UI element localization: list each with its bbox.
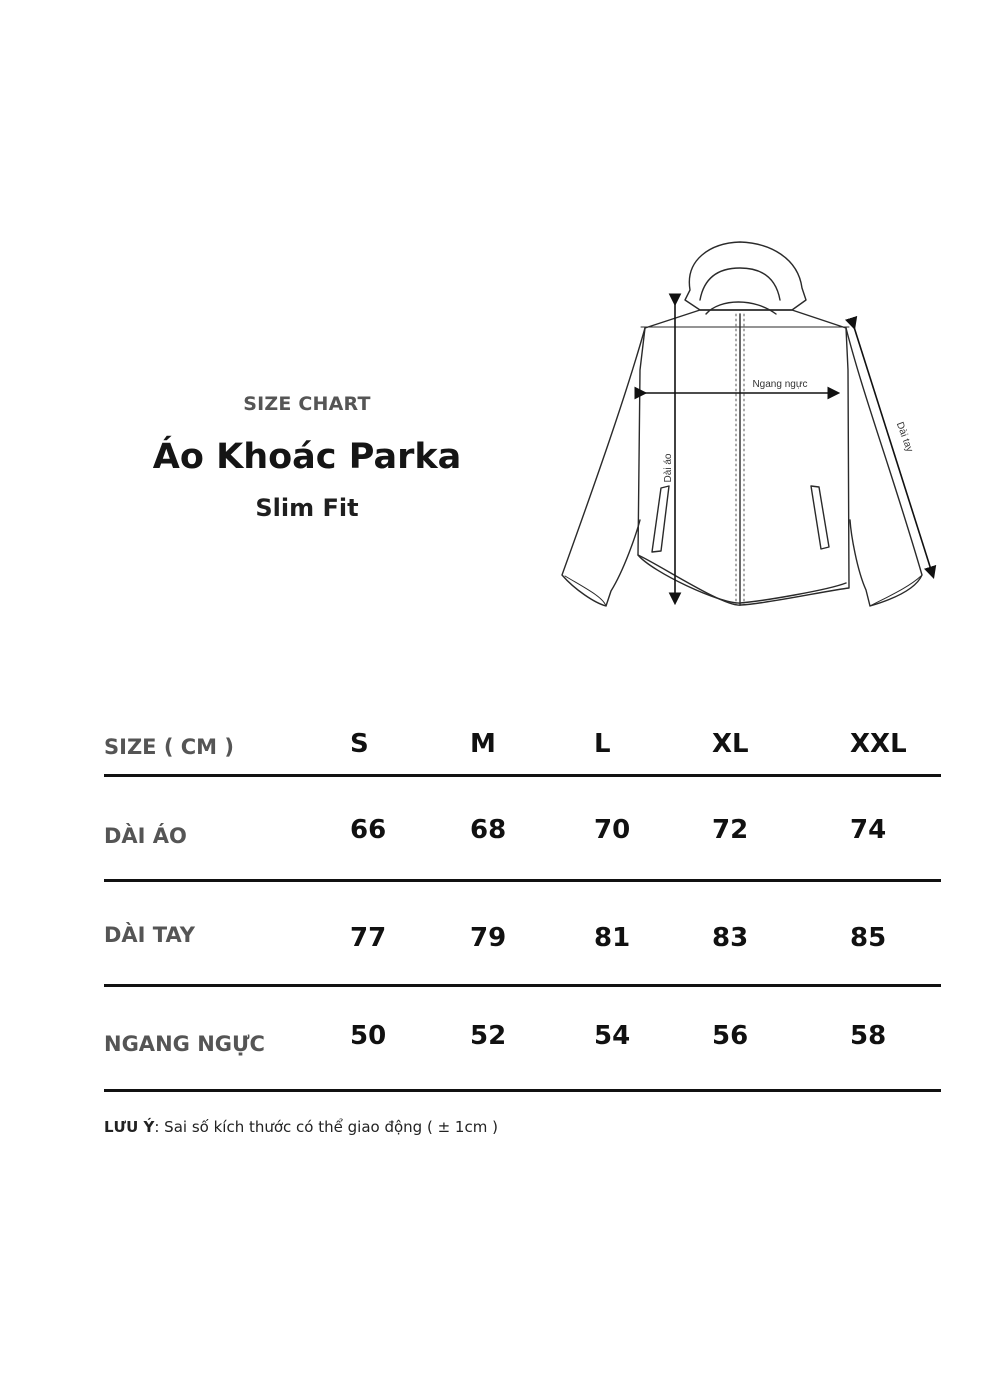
size-header-l: L: [594, 729, 611, 759]
table-row-dai-tay: [104, 882, 941, 987]
size-unit-label: SIZE ( CM ): [104, 735, 234, 759]
size-table-header: [104, 720, 941, 777]
dai-tay-l: 81: [594, 923, 631, 953]
table-row-dai-ao: [104, 777, 941, 882]
chest-label: Ngang ngực: [752, 379, 808, 390]
dai-ao-l: 70: [594, 815, 631, 845]
tolerance-note: [104, 1118, 498, 1136]
dai-ao-xxl: 74: [850, 815, 887, 845]
fit-subtitle: Slim Fit: [255, 494, 359, 522]
sleeve-label: Dài tay: [893, 420, 915, 454]
dai-ao-m: 68: [470, 815, 507, 845]
ngang-nguc-m: 52: [470, 1021, 507, 1051]
size-header-s: S: [350, 729, 369, 759]
length-label: Dài áo: [663, 453, 674, 483]
table-row-ngang-nguc: [104, 987, 941, 1092]
size-header-xl: XL: [712, 729, 749, 759]
size-header-xxl: XXL: [850, 729, 907, 759]
ngang-nguc-xxl: 58: [850, 1021, 887, 1051]
ngang-nguc-xl: 56: [712, 1021, 749, 1051]
dai-tay-xxl: 85: [850, 923, 887, 953]
dai-ao-s: 66: [350, 815, 387, 845]
size-table: [104, 720, 941, 1092]
dai-tay-m: 79: [470, 923, 507, 953]
note-text: : Sai số kích thước có thể giao động ( ± 1cm ): [154, 1118, 498, 1136]
product-title: Áo Khoác Parka: [152, 437, 462, 477]
dai-tay-xl: 83: [712, 923, 749, 953]
jacket-diagram: [540, 230, 960, 620]
jacket-illustration: [540, 230, 960, 620]
size-header-m: M: [470, 729, 496, 759]
dai-tay-s: 77: [350, 923, 387, 953]
row-label-ngang-nguc: NGANG NGỰC: [104, 1032, 265, 1056]
sleeve-arrow: [854, 327, 933, 576]
note-prefix: LƯU Ý: [104, 1118, 155, 1136]
dai-ao-xl: 72: [712, 815, 749, 845]
ngang-nguc-l: 54: [594, 1021, 631, 1051]
size-chart-kicker: SIZE CHART: [243, 393, 371, 415]
ngang-nguc-s: 50: [350, 1021, 387, 1051]
row-label-dai-ao: DÀI ÁO: [104, 824, 187, 848]
row-label-dai-tay: DÀI TAY: [104, 923, 195, 947]
